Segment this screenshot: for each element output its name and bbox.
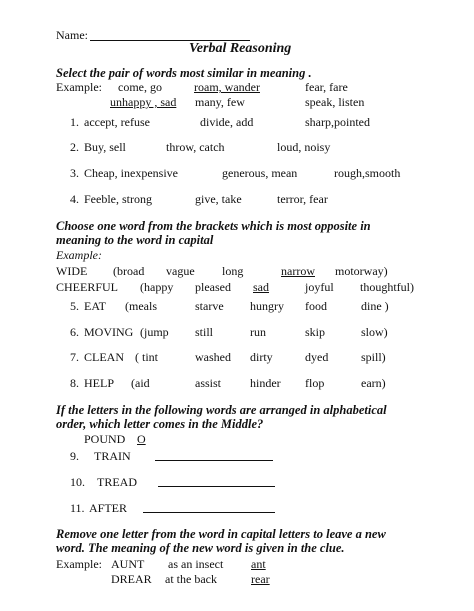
section1-example-pair: come, go	[118, 80, 162, 94]
clue-text: at the back	[165, 572, 217, 586]
capital-word: DREAR	[111, 572, 152, 586]
section3-instruction-line1: If the letters in the following words are arranged in alphabetical	[56, 403, 387, 417]
option-word: joyful	[305, 280, 334, 294]
answer-blank-line[interactable]	[158, 486, 275, 487]
question-number: 1.	[70, 115, 79, 129]
section1-example-pair: many, few	[195, 95, 245, 109]
capital-word: CLEAN	[84, 350, 124, 364]
section2-instruction-line1: Choose one word from the brackets which is most opposite in	[56, 219, 371, 233]
word-pair[interactable]: throw, catch	[166, 140, 225, 154]
word-pair[interactable]: give, take	[195, 192, 242, 206]
worksheet-title: Verbal Reasoning	[189, 41, 292, 56]
capital-word: TRAIN	[94, 449, 131, 463]
word-pair[interactable]: Feeble, strong	[84, 192, 152, 206]
section1-example-pair-answer: unhappy , sad	[110, 95, 177, 109]
option-word[interactable]: (jump	[140, 325, 169, 339]
section1-example-pair: speak, listen	[305, 95, 365, 109]
section1-instruction: Select the pair of words most similar in meaning .	[56, 66, 312, 80]
answer-word: rear	[251, 572, 270, 586]
word-pair[interactable]: accept, refuse	[84, 115, 150, 129]
capital-word: HELP	[84, 376, 114, 390]
word-pair[interactable]: generous, mean	[222, 166, 298, 180]
capital-word: TREAD	[97, 475, 137, 489]
capital-word: AUNT	[111, 557, 145, 571]
capital-word: CHEERFUL	[56, 280, 119, 294]
option-word[interactable]: (meals	[125, 299, 157, 313]
word-pair[interactable]: divide, add	[200, 115, 254, 129]
option-word[interactable]: food	[305, 299, 327, 313]
section2-example-label: Example:	[56, 248, 102, 262]
word-pair[interactable]: sharp,pointed	[305, 115, 370, 129]
option-word[interactable]: slow)	[361, 325, 388, 339]
question-number: 2.	[70, 140, 79, 154]
option-word[interactable]: assist	[195, 376, 222, 390]
section3-example-answer: O	[137, 432, 146, 446]
answer-word: ant	[251, 557, 266, 571]
capital-word: MOVING	[84, 325, 134, 339]
option-word: (broad	[113, 264, 145, 278]
answer-blank-line[interactable]	[155, 460, 273, 461]
option-word[interactable]: skip	[305, 325, 326, 339]
option-word[interactable]: hungry	[250, 299, 284, 313]
name-label: Name:	[56, 28, 88, 42]
section4-instruction-line2: word. The meaning of the new word is given in the clue.	[56, 541, 345, 555]
option-word: long	[222, 264, 244, 278]
section2-instruction-line2: meaning to the word in capital	[56, 233, 214, 247]
option-word: pleased	[195, 280, 231, 294]
word-pair[interactable]: terror, fear	[277, 192, 328, 206]
option-word[interactable]: starve	[195, 299, 224, 313]
question-number: 8.	[70, 376, 79, 390]
option-word[interactable]: dyed	[305, 350, 329, 364]
question-number: 10.	[70, 475, 85, 489]
word-pair[interactable]: loud, noisy	[277, 140, 331, 154]
option-word[interactable]: run	[250, 325, 266, 339]
question-number: 9.	[70, 449, 79, 463]
section4-example-label: Example:	[56, 557, 102, 571]
option-word[interactable]: hinder	[250, 376, 281, 390]
option-word-answer: sad	[253, 280, 269, 294]
option-word-answer: narrow	[281, 264, 315, 278]
question-number: 6.	[70, 325, 79, 339]
question-number: 5.	[70, 299, 79, 313]
section4-instruction-line1: Remove one letter from the word in capital letters to leave a new	[56, 527, 386, 541]
capital-word: EAT	[84, 299, 106, 313]
word-pair[interactable]: rough,smooth	[334, 166, 401, 180]
section3-instruction-line2: order, which letter comes in the Middle?	[56, 417, 264, 431]
option-word[interactable]: spill)	[361, 350, 386, 364]
option-word[interactable]: still	[195, 325, 214, 339]
section1-example-pair: fear, fare	[305, 80, 348, 94]
option-word[interactable]: dine )	[361, 299, 389, 313]
question-number: 3.	[70, 166, 79, 180]
answer-blank-line[interactable]	[143, 512, 275, 513]
option-word[interactable]: dirty	[250, 350, 273, 364]
section3-example-word: POUND	[84, 432, 126, 446]
section1-example-label: Example:	[56, 80, 102, 94]
clue-text: as an insect	[168, 557, 224, 571]
option-word: (happy	[140, 280, 174, 294]
question-number: 7.	[70, 350, 79, 364]
option-word[interactable]: (aid	[131, 376, 150, 390]
option-word[interactable]: ( tint	[135, 350, 158, 364]
question-number: 4.	[70, 192, 79, 206]
word-pair[interactable]: Cheap, inexpensive	[84, 166, 178, 180]
option-word[interactable]: flop	[305, 376, 325, 390]
word-pair[interactable]: Buy, sell	[84, 140, 126, 154]
question-number: 11.	[70, 501, 85, 515]
section1-example-pair-answer: roam, wander	[194, 80, 260, 94]
capital-word: WIDE	[56, 264, 88, 278]
option-word[interactable]: washed	[195, 350, 231, 364]
option-word[interactable]: earn)	[361, 376, 386, 390]
option-word: thoughtful)	[360, 280, 414, 294]
option-word: vague	[166, 264, 195, 278]
option-word: motorway)	[335, 264, 388, 278]
capital-word: AFTER	[89, 501, 128, 515]
